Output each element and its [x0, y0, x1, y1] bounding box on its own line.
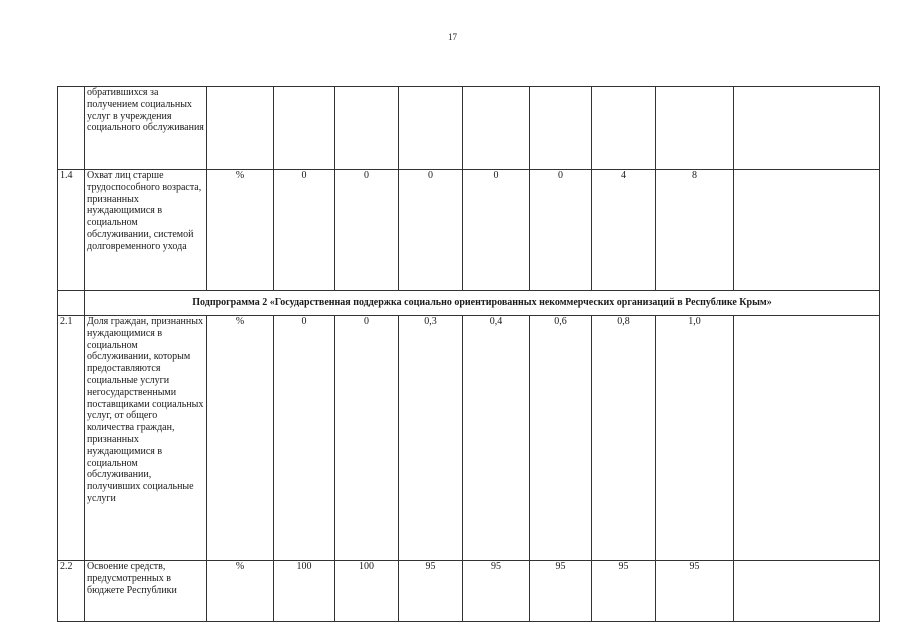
value-cell — [463, 87, 530, 170]
value-cell: 0,6 — [530, 316, 592, 561]
row-number: 1.4 — [58, 170, 85, 291]
value-cell: 0 — [463, 170, 530, 291]
value-cell: 0 — [335, 170, 399, 291]
extra-cell — [734, 316, 880, 561]
value-cell: 0 — [399, 170, 463, 291]
value-cell: 95 — [592, 561, 656, 622]
value-cell — [274, 87, 335, 170]
value-cell: 8 — [656, 170, 734, 291]
value-cell: 4 — [592, 170, 656, 291]
extra-cell — [734, 87, 880, 170]
table-row — [58, 561, 880, 622]
row-number: 2.2 — [58, 561, 85, 622]
value-cell — [399, 87, 463, 170]
extra-cell — [734, 170, 880, 291]
value-cell: 100 — [335, 561, 399, 622]
value-cell: 95 — [656, 561, 734, 622]
indicators-table — [57, 86, 880, 622]
value-cell: 0 — [335, 316, 399, 561]
subprogram-row — [58, 291, 880, 316]
row-number — [58, 87, 85, 170]
value-cell: 0,3 — [399, 316, 463, 561]
value-cell — [335, 87, 399, 170]
value-cell: 0,8 — [592, 316, 656, 561]
value-cell: 0 — [274, 170, 335, 291]
extra-cell — [734, 561, 880, 622]
value-cell: 100 — [274, 561, 335, 622]
table-row — [58, 316, 880, 561]
value-cell: 95 — [399, 561, 463, 622]
table-row — [58, 170, 880, 291]
table-row — [58, 87, 880, 170]
row-number: 2.1 — [58, 316, 85, 561]
subprogram-title: Подпрограмма 2 «Государственная поддержка социально ориентированных некоммерческих организаций в Республике Крым» — [85, 291, 880, 316]
value-cell — [656, 87, 734, 170]
row-number — [58, 291, 85, 316]
value-cell: 95 — [463, 561, 530, 622]
indicator-name: обратившихся за получением социальных услуг в учреждения социального обслуживания — [85, 87, 207, 170]
indicator-name: Охват лиц старше трудоспособного возраста, признанных нуждающимися в социальном обслуживании, системой долговременного ухода — [85, 170, 207, 291]
value-cell: 0 — [530, 170, 592, 291]
value-cell — [530, 87, 592, 170]
value-cell: 0,4 — [463, 316, 530, 561]
value-cell: 1,0 — [656, 316, 734, 561]
unit-cell: % — [207, 316, 274, 561]
value-cell — [592, 87, 656, 170]
unit-cell: % — [207, 170, 274, 291]
indicator-name: Доля граждан, признанных нуждающимися в социальном обслуживании, которым предоставляются социальные услуги негосударственными поставщиками социальных услуг, от общего количества граждан, признанных нуждающимися в социальном обслуживании, получивших социальные услуги — [85, 316, 207, 561]
value-cell: 0 — [274, 316, 335, 561]
unit-cell — [207, 87, 274, 170]
unit-cell: % — [207, 561, 274, 622]
page-number: 17 — [448, 32, 457, 42]
indicator-name: Освоение средств, предусмотренных в бюджете Республики — [85, 561, 207, 622]
value-cell: 95 — [530, 561, 592, 622]
